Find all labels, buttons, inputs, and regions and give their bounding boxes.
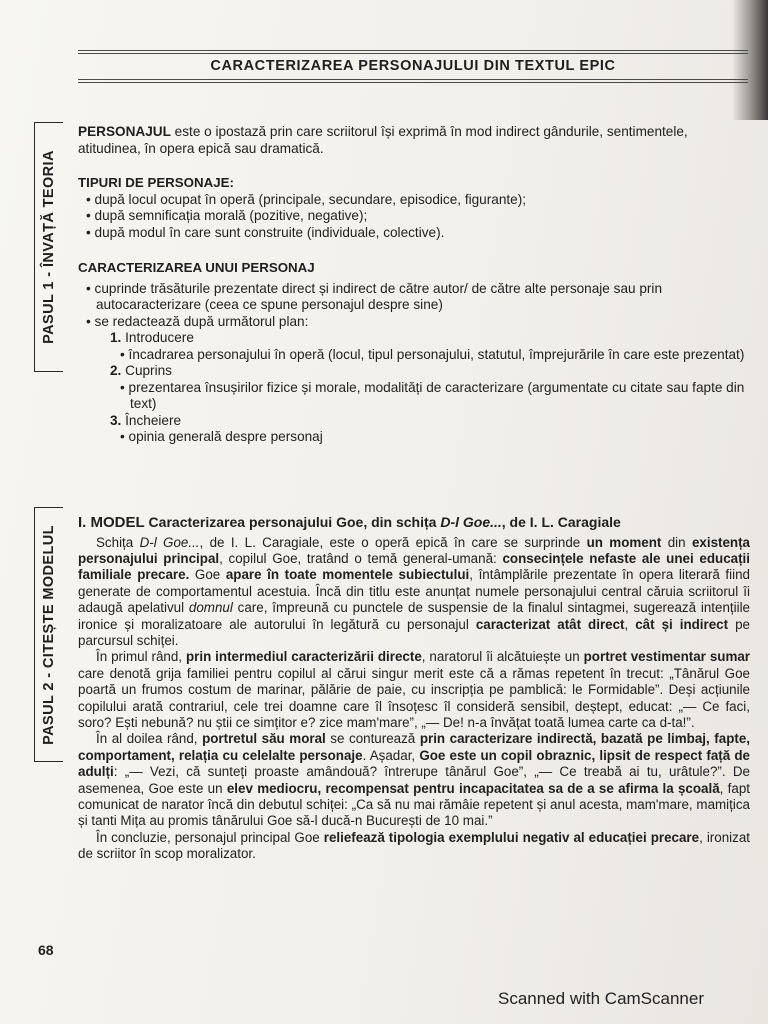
plan-step-number: 2. [110, 363, 122, 378]
plan-step-detail: • prezentarea însușirilor fizice și morale, modalități de caracterizare (argumentate cu citate sau fapte din text) [120, 379, 745, 411]
model-title-suffix: , de I. L. Caragiale [501, 514, 621, 530]
header-rule-bottom-2 [78, 82, 748, 83]
emphasis: portretul său moral [202, 731, 326, 747]
model-section [78, 514, 750, 863]
page-number: 68 [38, 942, 54, 958]
sidebar-step1 [34, 122, 63, 372]
text-run: În al doilea rând, [96, 731, 203, 747]
model-title-main: Caracterizarea personajului Goe, din schița [144, 514, 441, 530]
emphasis: apare în toate momentele subiectului [225, 567, 470, 583]
scanner-watermark: Scanned with CamScanner [498, 989, 705, 1008]
char-point: • se redactează după următorul plan: [86, 313, 309, 329]
text-run: , ironizat de scriitor în scop moralizator. [78, 829, 750, 862]
characterization-heading: CARACTERIZAREA UNUI PERSONAJ [78, 260, 315, 275]
emphasis: caracterizat atât direct [475, 616, 625, 632]
plan-step [78, 330, 750, 347]
type-item: • după modul în care sunt construite (individuale, colective). [86, 224, 445, 240]
plan-step [78, 413, 750, 430]
model-paragraph-2 [78, 649, 750, 731]
text-run: pe parcursul schiței. [78, 616, 750, 648]
plan-step-label: Încheiere [125, 412, 182, 428]
emphasis: portret vestimentar sumar [583, 649, 751, 665]
type-item: • după locul ocupat în operă (principale, secundare, episodice, figurante); [86, 191, 527, 207]
header-rule-top-2 [78, 53, 748, 54]
emphasis: consecințele nefaste ale unei educații familiale precare. [78, 550, 750, 583]
text-run: se conturează [325, 731, 420, 747]
sidebar-step2 [34, 507, 63, 762]
plan-step-number: 3. [110, 412, 122, 428]
plan-step-detail: • opinia generală despre personaj [120, 429, 323, 444]
plan-step-detail: • încadrarea personajului în operă (locul, tipul personajului, statutul, împrejurările în care este prezentat) [120, 346, 745, 362]
page-title: CARACTERIZAREA PERSONAJULUI DIN TEXTUL EPIC [210, 58, 616, 74]
definition-text: este o ipostază prin care scriitorul își exprimă în mod indirect gândurile, sentimentele, atitudinea, în opera epică sau dramatică. [78, 124, 688, 156]
text-run: În concluzie, personajul principal Goe [96, 829, 324, 845]
sidebar-step1-label: PASUL 1 - ÎNVAȚĂ TEORIA [41, 150, 57, 344]
plan-step [78, 363, 750, 380]
header-rule-top [78, 50, 748, 51]
emphasis: elev mediocru, recompensat pentru incapacitatea sa de a se afirma la școală [226, 780, 720, 796]
text-run: Schița [96, 534, 140, 550]
emphasis: Goe este un copil obraznic, lipsit de respect față de adulți [78, 747, 750, 780]
text-run: . Așadar, [362, 747, 420, 763]
text-run: În primul rând, [96, 649, 186, 665]
theory-section [78, 124, 750, 446]
text-run: , de I. L. Caragiale, este o operă epică în care se surprinde [199, 534, 587, 550]
definition-term: PERSONAJUL [78, 124, 171, 139]
text-run: , fapt comunicat de narator încă din debutul schiței: „Ca să nu mai rămâie repetent și anul acesta, mam'mare, mamițica și tanti Mița au promis tânărului Goe să-l ducă-n București de 10 mai.” [78, 780, 750, 829]
plan-step-label: Cuprins [125, 363, 172, 378]
definition-paragraph [78, 124, 750, 157]
text-run: care denotă grija familiei pentru copilul al cărui singur merit este că a rămas repetent în trecut: „Tânărul Goe poartă un frumos costum de marinar, pălărie de paie, cu inscripția pe pamblică: le Formidable”. Deși acțiunile copilului arată contrariul, cele trei doamne care îl însoțesc îl consideră sensibil, deștept, educat: „— Ce faci, soro? Ești nebună? nu știi ce simțitor e? zice mam'mare”, „— De! n-a învățat toată lumea carte ca d-ta!”. [78, 665, 750, 730]
italic-word: domnul [188, 600, 233, 616]
work-title: D-l Goe... [139, 534, 200, 550]
model-title-work: D-l Goe... [440, 514, 502, 530]
text-run: din [661, 534, 692, 550]
emphasis: prin intermediul caracterizării directe [185, 649, 422, 665]
text-run: , naratorul îi alcătuiește un [421, 649, 584, 665]
sidebar-step2-label: PASUL 2 - CITEȘTE MODELUL [41, 524, 57, 745]
text-run: , [624, 616, 636, 632]
text-run: , întâmplările prezentate în opera literară fiind generate de comportamentul acestuia. Încă din titlu este anunțat numele personajului central căruia scriitorul îi adaugă apelativul [78, 567, 750, 616]
emphasis: existența personajului principal [78, 534, 751, 566]
text-run: care, împreună cu punctele de suspensie de la finalul sintagmei, sugerează intențiile ironice și moralizatoare ale autorului în legătură cu personajul [78, 600, 750, 632]
header-rule-bottom [78, 79, 748, 80]
emphasis: un moment [586, 534, 662, 550]
model-paragraph-4 [78, 830, 750, 863]
model-paragraph-1 [78, 535, 750, 650]
text-run: Goe [189, 567, 226, 583]
plan-step-label: Introducere [125, 330, 194, 345]
model-paragraph-3 [78, 731, 750, 829]
text-run: : „— Vezi, că sunteți proaste amândouă? întrerupe tânărul Goe”, „— Ce treabă ai tu, urâtule?”. De asemenea, Goe este un [78, 764, 750, 796]
emphasis: reliefează tipologia exemplului negativ al educației precare [323, 829, 700, 845]
type-item: • după semnificația morală (pozitive, negative); [86, 208, 368, 223]
emphasis: cât și indirect [635, 616, 729, 632]
text-run: , copilul Goe, tratând o temă general-umană: [219, 550, 503, 566]
model-title-prefix: I. MODEL [78, 514, 145, 531]
plan-step-number: 1. [110, 330, 122, 345]
model-title [78, 514, 750, 532]
char-point: • cuprinde trăsăturile prezentate direct și indirect de către autor/ de către alte personaje sau prin autocaracterizare (ceea ce spune personajul despre sine) [86, 280, 663, 312]
emphasis: prin caracterizare indirectă, bazată pe limbaj, fapte, comportament, relația cu celelalte personaje [78, 731, 751, 763]
types-heading: TIPURI DE PERSONAJE: [78, 175, 234, 190]
